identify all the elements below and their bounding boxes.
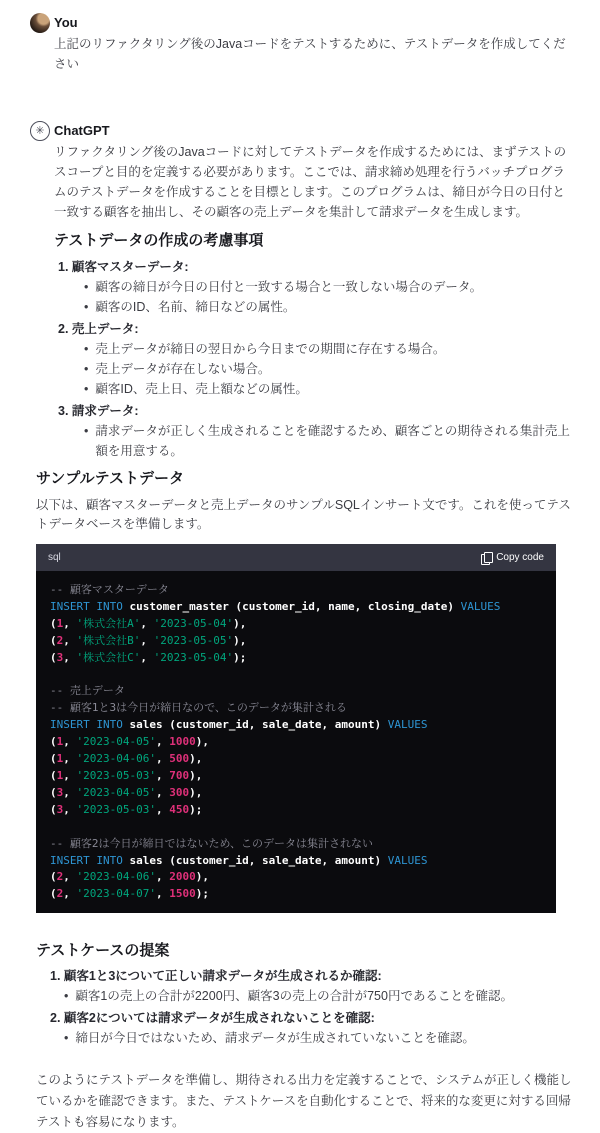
code-line: -- 売上データ	[50, 684, 125, 698]
sample-data-heading: サンプルテストデータ	[36, 470, 185, 487]
code-language-label: sql	[48, 552, 61, 563]
bullet-text: 顧客の締日が今日の日付と一致する場合と一致しない場合のデータ。	[95, 280, 483, 294]
user-avatar	[30, 13, 50, 33]
bullet-dot: •	[64, 989, 69, 1004]
code-line: INSERT INTO sales (customer_id, sale_date, amount) VALUES	[50, 853, 428, 867]
list-item-title: 3. 請求データ:	[58, 404, 139, 418]
assistant-message	[0, 121, 600, 461]
user-message	[0, 13, 600, 74]
bullet-dot: •	[84, 424, 89, 438]
bullet-item	[54, 379, 576, 399]
copy-code-button[interactable]	[481, 552, 544, 564]
code-line: (1, '2023-04-06', 500),	[50, 752, 203, 766]
bullet-dot: •	[84, 382, 89, 396]
code-line	[50, 667, 542, 684]
code-line: -- 顧客2は今日が締日ではないため、このデータは集計されない	[50, 836, 374, 850]
bullet-item	[54, 339, 576, 359]
code-block-header	[36, 544, 556, 571]
code-line: (1, '2023-04-05', 1000),	[50, 735, 209, 749]
bullet-text: 顧客のID、名前、締日などの属性。	[95, 300, 296, 314]
sql-code-content	[36, 571, 556, 913]
copy-code-label: Copy code	[496, 552, 544, 563]
bullet-text: 顧客1の売上の合計が2200円、顧客3の売上の合計が750円であることを確認。	[75, 989, 513, 1004]
bullet-dot: •	[84, 300, 89, 314]
code-line: (3, '株式会社C', '2023-05-04');	[50, 650, 247, 664]
bullet-item	[54, 297, 576, 317]
bullet-dot: •	[64, 1031, 69, 1046]
list-item	[54, 257, 576, 317]
list-item	[43, 966, 574, 1006]
code-line: INSERT INTO sales (customer_id, sale_date, amount) VALUES	[50, 718, 428, 732]
bullet-text: 売上データが締日の翌日から今日までの期間に存在する場合。	[95, 342, 446, 356]
list-item-title: 2. 売上データ:	[58, 322, 139, 336]
list-item	[43, 1008, 574, 1048]
list-item-title: 1. 顧客1と3について正しい請求データが生成されるか確認:	[50, 969, 382, 984]
openai-logo-icon: ✳	[30, 121, 50, 141]
considerations-list	[54, 257, 576, 461]
code-line: (1, '株式会社A', '2023-05-04'),	[50, 616, 247, 630]
bullet-item	[43, 986, 574, 1006]
considerations-heading: テストデータの作成の考慮事項	[54, 232, 264, 249]
bullet-dot: •	[84, 362, 89, 376]
list-item-title: 2. 顧客2については請求データが生成されないことを確認:	[50, 1011, 375, 1026]
code-line: (2, '2023-04-06', 2000),	[50, 870, 209, 884]
copy-icon	[481, 552, 491, 564]
bullet-text: 売上データが存在しない場合。	[95, 362, 271, 376]
bullet-item	[54, 421, 576, 461]
code-line: -- 顧客マスターデータ	[50, 583, 169, 596]
sql-code-block	[36, 544, 556, 913]
code-line: (2, '株式会社B', '2023-05-05'),	[50, 633, 247, 647]
bullet-item	[54, 359, 576, 379]
user-author-label: You	[54, 15, 78, 30]
assistant-intro-text: リファクタリング後のJavaコードに対してテストデータを作成するためには、まずテストのスコープと目的を定義する必要があります。ここでは、請求締め処理を行うバッチプログラムのテストデータを作成することを目標とします。このプログラムは、締日が今日の日付と一致する顧客を抽出し、その顧客の売上データを集計して請求データを生成します。	[54, 145, 567, 219]
code-line: (1, '2023-05-03', 700),	[50, 768, 203, 782]
list-item	[54, 401, 576, 461]
list-item	[54, 319, 576, 399]
bullet-text: 締日が今日ではないため、請求データが生成されていないことを確認。	[75, 1031, 475, 1046]
bullet-text: 顧客ID、売上日、売上額などの属性。	[95, 382, 308, 396]
user-message-text: 上記のリファクタリング後のJavaコードをテストするために、テストデータを作成してください	[54, 37, 566, 71]
bullet-item	[54, 277, 576, 297]
bullet-dot: •	[84, 342, 89, 356]
testcases-heading: テストケースの提案	[36, 942, 170, 960]
code-line: (3, '2023-05-03', 450);	[50, 802, 203, 816]
code-line	[50, 819, 542, 836]
bullet-dot: •	[84, 280, 89, 294]
sample-data-section	[0, 469, 600, 1133]
assistant-author-label: ChatGPT	[54, 123, 110, 138]
list-item-title: 1. 顧客マスターデータ:	[58, 260, 189, 274]
testcases-list	[7, 966, 574, 1048]
closing-paragraph: このようにテストデータを準備し、期待される出力を定義することで、システムが正しく機能しているかを確認できます。また、テストケースを自動化することで、将来的な変更に対する回帰テストも容易になります。	[36, 1073, 572, 1130]
code-line: -- 顧客1と3は今日が締日なので、このデータが集計される	[50, 701, 347, 715]
bullet-item	[43, 1028, 574, 1048]
code-line: INSERT INTO customer_master (customer_id, name, closing_date) VALUES	[50, 599, 501, 613]
code-line: (2, '2023-04-07', 1500);	[50, 887, 209, 901]
sample-data-intro: 以下は、顧客マスターデータと売上データのサンプルSQLインサート文です。これを使ってテストデータベースを準備します。	[36, 498, 571, 531]
bullet-text: 請求データが正しく生成されることを確認するため、顧客ごとの期待される集計売上額を用意する。	[95, 424, 570, 458]
code-line: (3, '2023-04-05', 300),	[50, 785, 203, 799]
